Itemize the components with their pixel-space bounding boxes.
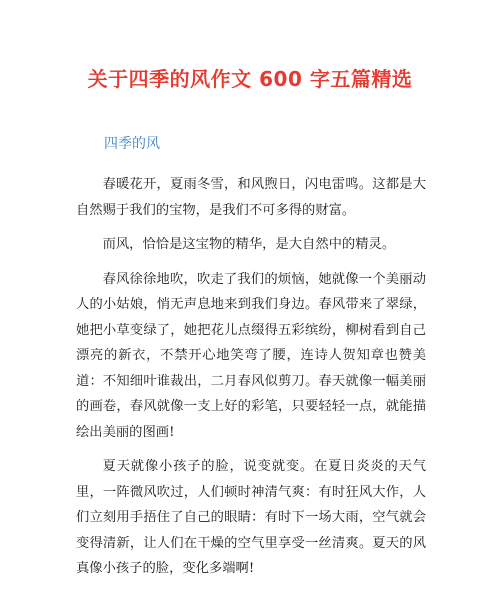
paragraph: 而风，恰恰是这宝物的精华，是大自然中的精灵。 <box>102 237 396 252</box>
article-body <box>76 172 426 591</box>
paragraph: 春风徐徐地吹，吹走了我们的烦恼，她就像一个美丽动人的小姑娘，悄无声息地来到我们身边。春风带来了翠绿，她把小草变绿了，她把花儿点缀得五彩缤纷，柳树看到自己漂亮的新衣，不禁开心地笑弯了腰，连诗人贺知章也赞美道：不知细叶谁裁出，二月春风似剪刀。春天就像一幅美丽的画卷，春风就像一支上好的彩笔，只要轻轻一点，就能描绘出美丽的图画! <box>76 271 426 440</box>
document-title: 关于四季的风作文 600 字五篇精选 <box>87 67 413 91</box>
section-subtitle: 四季的风 <box>104 136 160 152</box>
paragraph: 春暖花开，夏雨冬雪，和风煦日，闪电雷鸣。这都是大自然赐于我们的宝物，是我们不可多得的财富。 <box>76 177 426 218</box>
paragraph: 夏天就像小孩子的脸，说变就变。在夏日炎炎的天气里，一阵微风吹过，人们顿时神清气爽：有时狂风大作，人们立刻用手捂住了自己的眼睛：有时下一场大雨，空气就会变得清新，让人们在干燥的空气里享受一丝清爽。夏天的风真像小孩子的脸，变化多端啊! <box>76 459 426 576</box>
